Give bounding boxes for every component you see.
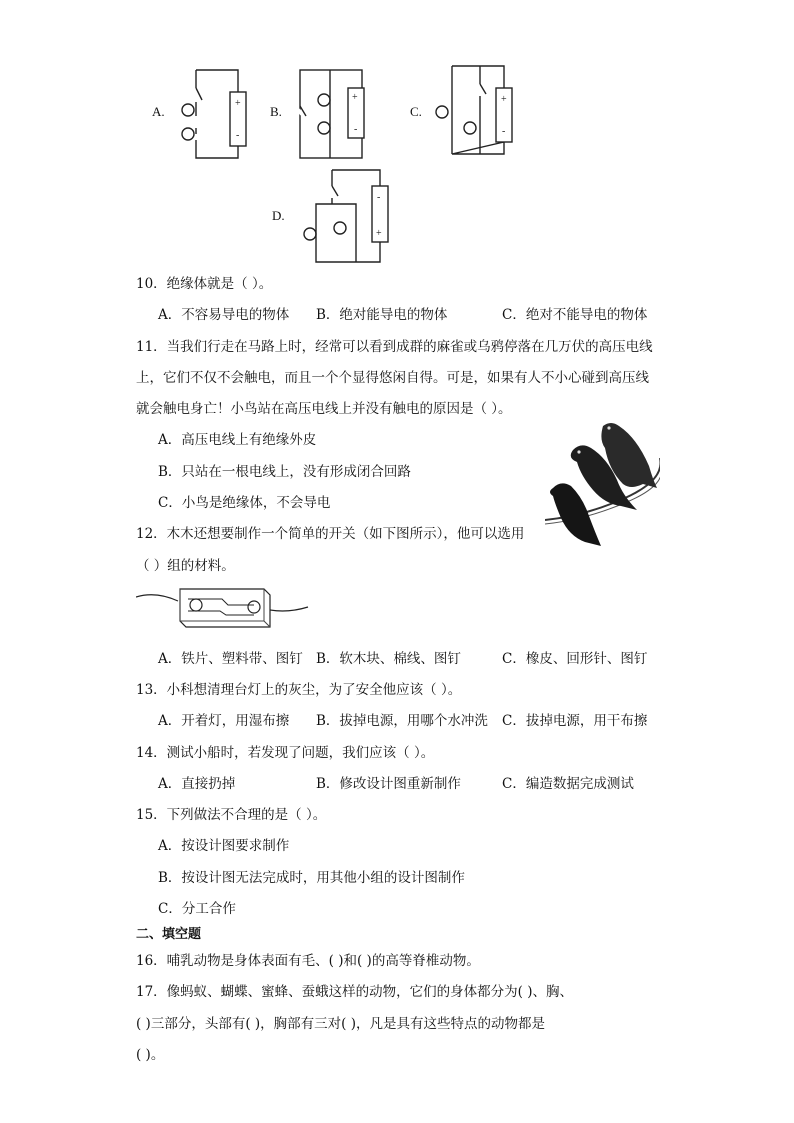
birds-on-wire-icon [545,418,660,548]
question-12-option-b: B．软木块、棉线、图钉 [316,651,461,667]
bulb-icon [318,122,330,134]
question-11-option-a: A．高压电线上有绝缘外皮 [158,432,317,448]
question-13-option-a: A．开着灯，用湿布擦 [158,713,290,729]
simple-switch-figure [136,585,316,635]
question-13-option-c: C．拔掉电源，用干布擦 [502,713,648,729]
circuit-figure-a [150,62,250,162]
question-15-option-b: B．按设计图无法完成时，用其他小组的设计图制作 [158,870,465,886]
question-12-line-1: 12．木木还想要制作一个简单的开关（如下图所示），他可以选用 [136,526,525,542]
circuit-diagram-b [268,62,378,162]
svg-text:+: + [501,94,507,105]
question-14-option-b: B．修改设计图重新制作 [316,776,461,792]
switch-diagram [136,585,316,635]
svg-text:+: + [376,228,382,239]
question-11-option-b: B．只站在一根电线上，没有形成闭合回路 [158,464,411,480]
circuit-figure-c [408,62,518,162]
bulb-icon [182,128,194,140]
circuit-diagram-c [408,62,518,162]
question-15-option-a: A．按设计图要求制作 [158,838,290,854]
question-10-stem: 10．绝缘体就是（ ）。 [136,276,273,292]
question-11-line-2: 上，它们不仅不会触电，而且一个个显得悠闲自得。可是，如果有人不小心碰到高压线 [136,370,649,386]
question-15-stem: 15．下列做法不合理的是（ ）。 [136,807,327,823]
bulb-icon [436,106,448,118]
bulb-icon [304,228,316,240]
bulb-icon [334,222,346,234]
bulb-icon [318,94,330,106]
question-17-line-3: ( )。 [136,1047,165,1063]
birds-on-wire-image [545,418,660,548]
svg-text:+: + [352,92,358,103]
section-title-fill-in: 二、填空题 [136,927,202,942]
option-label-a: A. [152,104,165,119]
question-14-option-c: C．编造数据完成测试 [502,776,634,792]
svg-text:-: - [236,130,240,141]
circuit-figure-d [270,166,390,266]
question-14-option-a: A．直接扔掉 [158,776,236,792]
question-10-option-b: B．绝对能导电的物体 [316,307,448,323]
question-12-option-a: A．铁片、塑料带、图钉 [158,651,303,667]
svg-text:-: - [502,126,506,137]
svg-text:-: - [377,192,381,203]
question-13-option-b: B．拔掉电源，用哪个水冲洗 [316,713,488,729]
question-17-line-1: 17．像蚂蚁、蝴蝶、蜜蜂、蚕蛾这样的动物，它们的身体都分为( )、胸、 [136,984,574,1000]
question-15-option-c: C．分工合作 [158,901,236,917]
bulb-icon [182,104,194,116]
option-label-b: B. [270,104,282,119]
question-11-option-c: C．小鸟是绝缘体，不会导电 [158,495,331,511]
svg-text:-: - [354,124,358,135]
question-16-stem: 16．哺乳动物是身体表面有毛、( )和( )的高等脊椎动物。 [136,953,480,969]
circuit-diagram-d [270,166,390,266]
circuit-diagram-a [150,62,250,162]
question-17-line-2: ( )三部分，头部有( )，胸部有三对( )，凡是具有这些特点的动物都是 [136,1016,545,1032]
question-12-line-2: （ ）组的材料。 [136,558,235,574]
question-10-option-c: C．绝对不能导电的物体 [502,307,648,323]
question-14-stem: 14．测试小船时，若发现了问题，我们应该（ ）。 [136,745,435,761]
option-label-d: D. [272,208,285,223]
question-12-option-c: C．橡皮、回形针、图钉 [502,651,648,667]
option-label-c: C. [410,104,422,119]
question-13-stem: 13．小科想清理台灯上的灰尘，为了安全他应该（ ）。 [136,682,462,698]
question-11-line-1: 11．当我们行走在马路上时，经常可以看到成群的麻雀或乌鸦停落在几万伏的高压电线 [136,339,653,355]
question-10-option-a: A．不容易导电的物体 [158,307,290,323]
svg-text:+: + [235,98,241,109]
question-11-line-3: 就会触电身亡！小鸟站在高压电线上并没有触电的原因是（ ）。 [136,401,512,417]
bulb-icon [464,122,476,134]
circuit-figure-b [268,62,378,162]
